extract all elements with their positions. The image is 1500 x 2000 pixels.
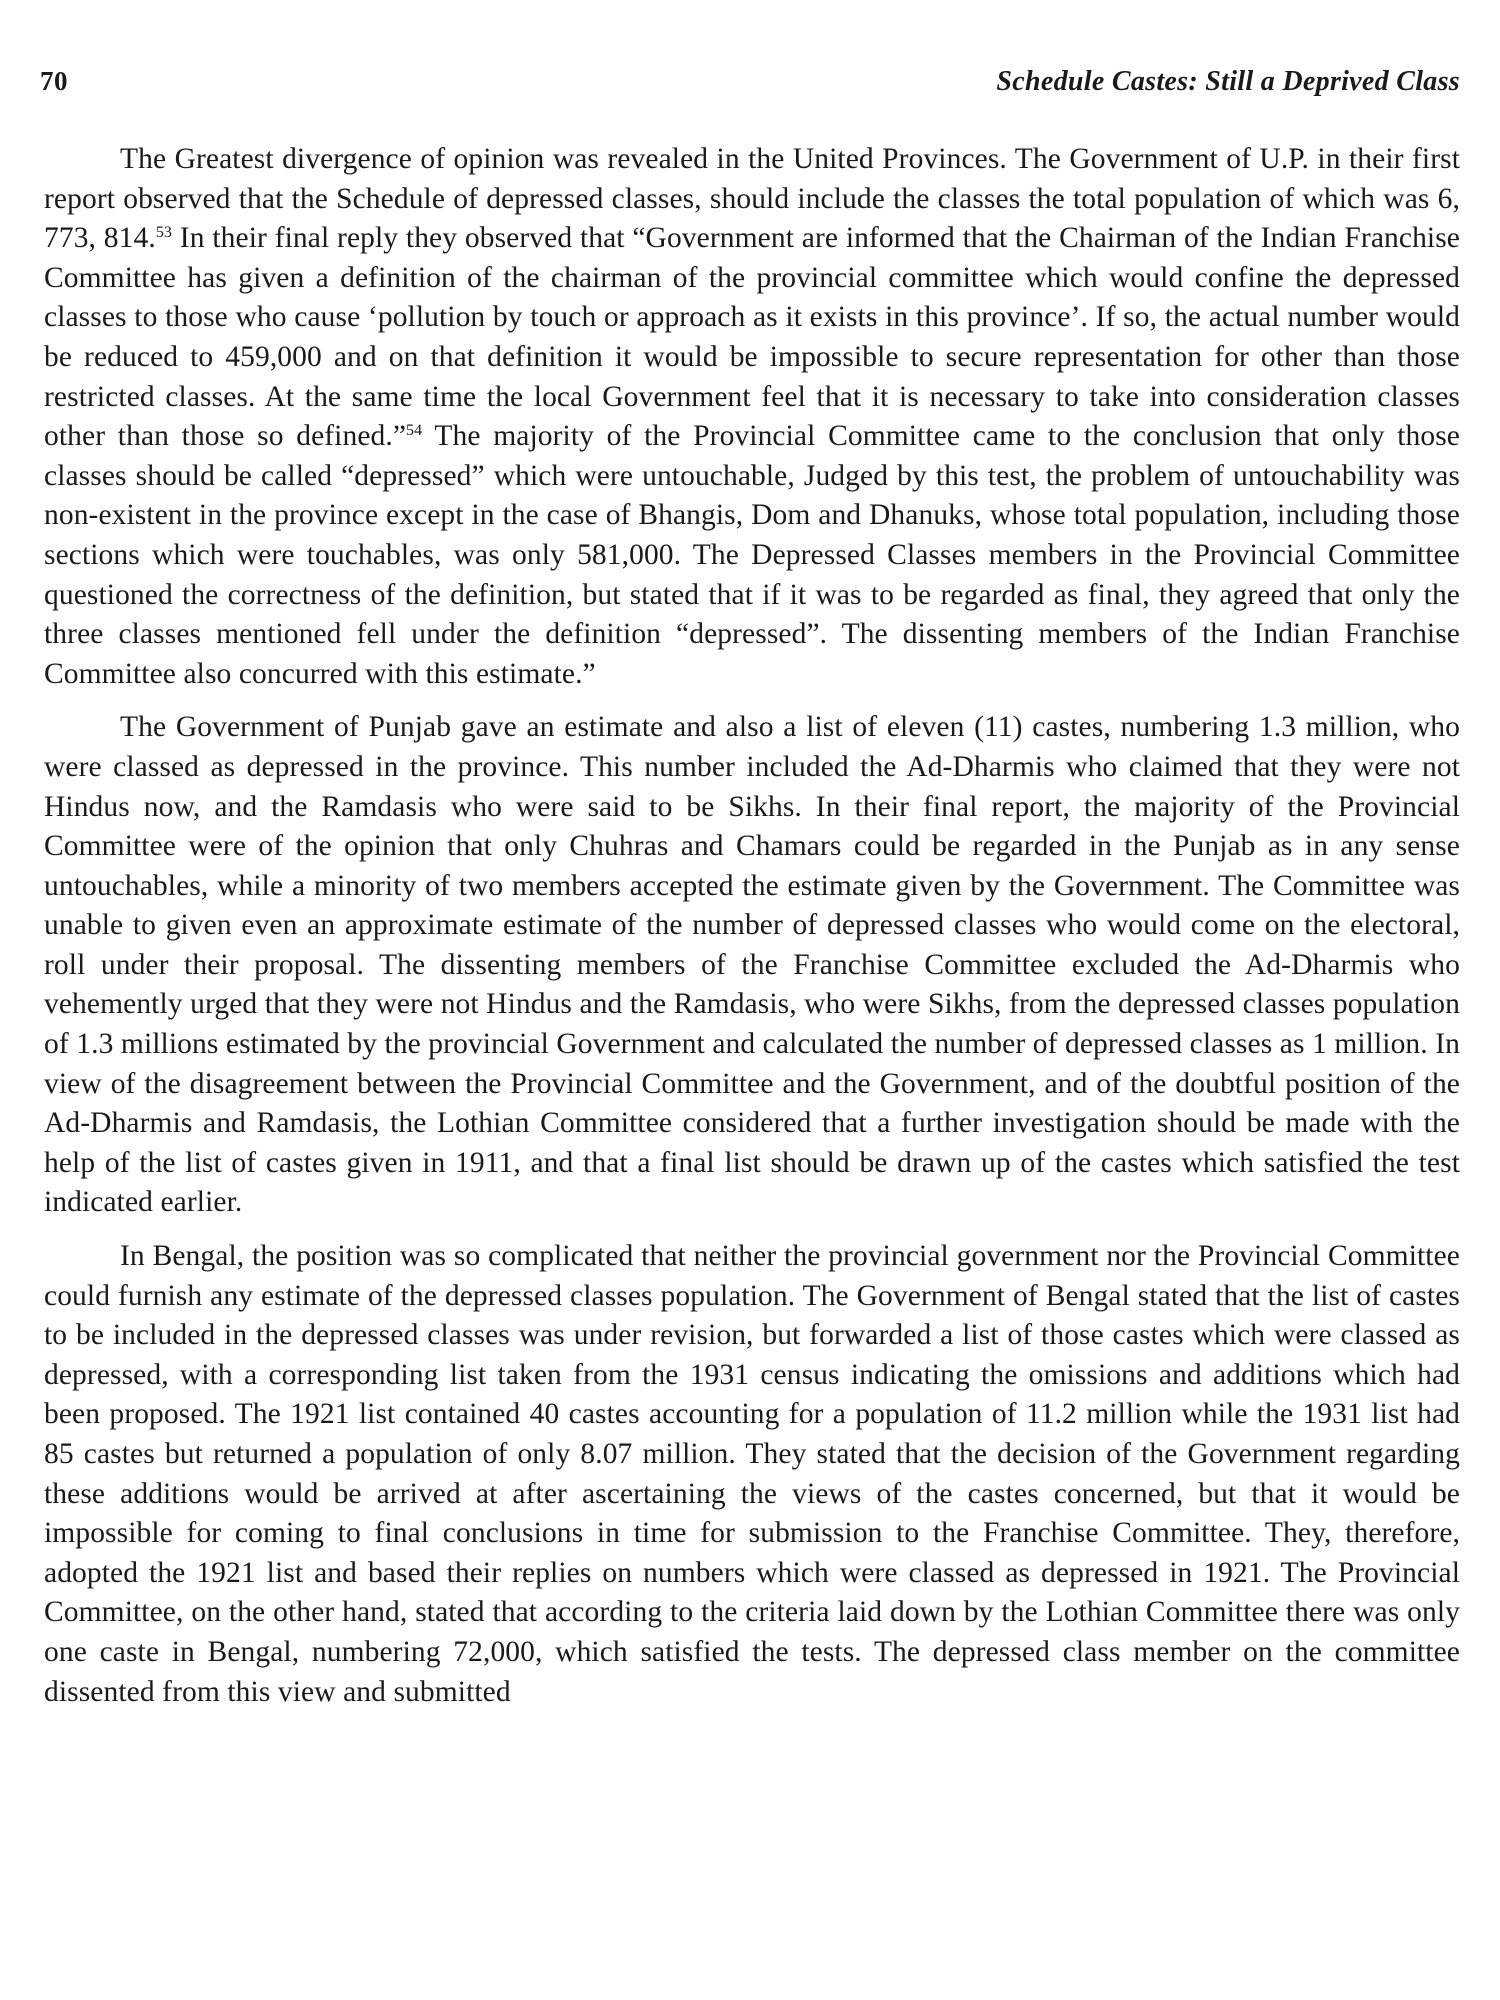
paragraph-bengal: In Bengal, the position was so complicated that neither the provincial government nor the Provincial Committee could furnish any estimate of the depressed classes population. The Government of Bengal stated that the list of castes to be included in the depressed classes was under revision, but forwarded a list of those castes which were classed as depressed, with a corresponding list taken from the 1931 census indicating the omissions and additions which had been proposed. The 1921 list contained 40 castes accounting for a population of 11.2 million while the 1931 list had 85 castes but returned a population of only 8.07 million. They stated that the decision of the Government regarding these additions would be arrived at after ascertaining the views of the castes concerned, but that it would be impossible for coming to final conclusions in time for submission to the Franchise Committee. They, therefore, adopted the 1921 list and based their replies on numbers which were classed as depressed in 1921. The Provincial Committee, on the other hand, stated that according to the criteria laid down by the Lothian Committee there was only one caste in Bengal, numbering 72,000, which satisfied the tests. The depressed class member on the committee dissented from this view and submitted	[44, 1240, 1460, 1708]
paragraph-text: The Greatest divergence of opinion was revealed in the United Provinces. The Government of U.P. in their first report observed that the Schedule of depressed classes, should include the classes the total population of which was 6, 773, 814.	[44, 143, 1460, 255]
running-head: Schedule Castes: Still a Deprived Class	[996, 66, 1460, 97]
page-number: 70	[40, 66, 68, 96]
paragraph-united-provinces	[44, 140, 1460, 694]
paragraph-punjab: The Government of Punjab gave an estimate and also a list of eleven (11) castes, numbering 1.3 million, who were classed as depressed in the province. This number included the Ad-Dharmis who claimed that they were not Hindus now, and the Ramdasis who were said to be Sikhs. In their final report, the majority of the Provincial Committee were of the opinion that only Chuhras and Chamars could be regarded in the Punjab as in any sense untouchables, while a minority of two members accepted the estimate given by the Government. The Committee was unable to given even an approximate estimate of the number of depressed classes who would come on the electoral, roll under their proposal. The dissenting members of the Franchise Committee excluded the Ad-Dharmis who vehemently urged that they were not Hindus and the Ramdasis, who were Sikhs, from the depressed classes population of 1.3 millions estimated by the provincial Government and calculated the number of depressed classes as 1 million. In view of the disagreement between the Provincial Committee and the Government, and of the doubtful position of the Ad-Dharmis and Ramdasis, the Lothian Committee considered that a further investigation should be made with the help of the list of castes given in 1911, and that a final list should be drawn up of the castes which satisfied the test indicated earlier.	[44, 711, 1460, 1219]
footnote-ref-53[interactable]: 53	[155, 224, 173, 242]
page-header	[40, 66, 1460, 106]
paragraph-text: In their final reply they observed that “Government are informed that the Chairman of the Indian Franchise Committee has given a definition of the chairman of the provincial committee which would confine the depressed classes to those who cause ‘pollution by touch or approach as it exists in this province’. If so, the actual number would be reduced to 459,000 and on that definition it would be impossible to secure representation for other than those restricted classes. At the same time the local Government feel that it is necessary to take into consideration classes other than those so defined.”	[44, 222, 1460, 453]
body-text	[44, 140, 1460, 1726]
footnote-ref-54[interactable]: 54	[406, 422, 423, 440]
paragraph-text: The majority of the Provincial Committee came to the conclusion that only those classes should be called “depressed” which were untouchable, Judged by this test, the problem of untouchability was non-existent in the province except in the case of Bhangis, Dom and Dhanuks, whose total population, including those sections which were touchables, was only 581,000. The Depressed Classes members in the Provincial Committee questioned the correctness of the definition, but stated that if it was to be regarded as final, they agreed that only the three classes mentioned fell under the definition “depressed”. The dissenting members of the Indian Franchise Committee also concurred with this estimate.”	[44, 420, 1460, 690]
